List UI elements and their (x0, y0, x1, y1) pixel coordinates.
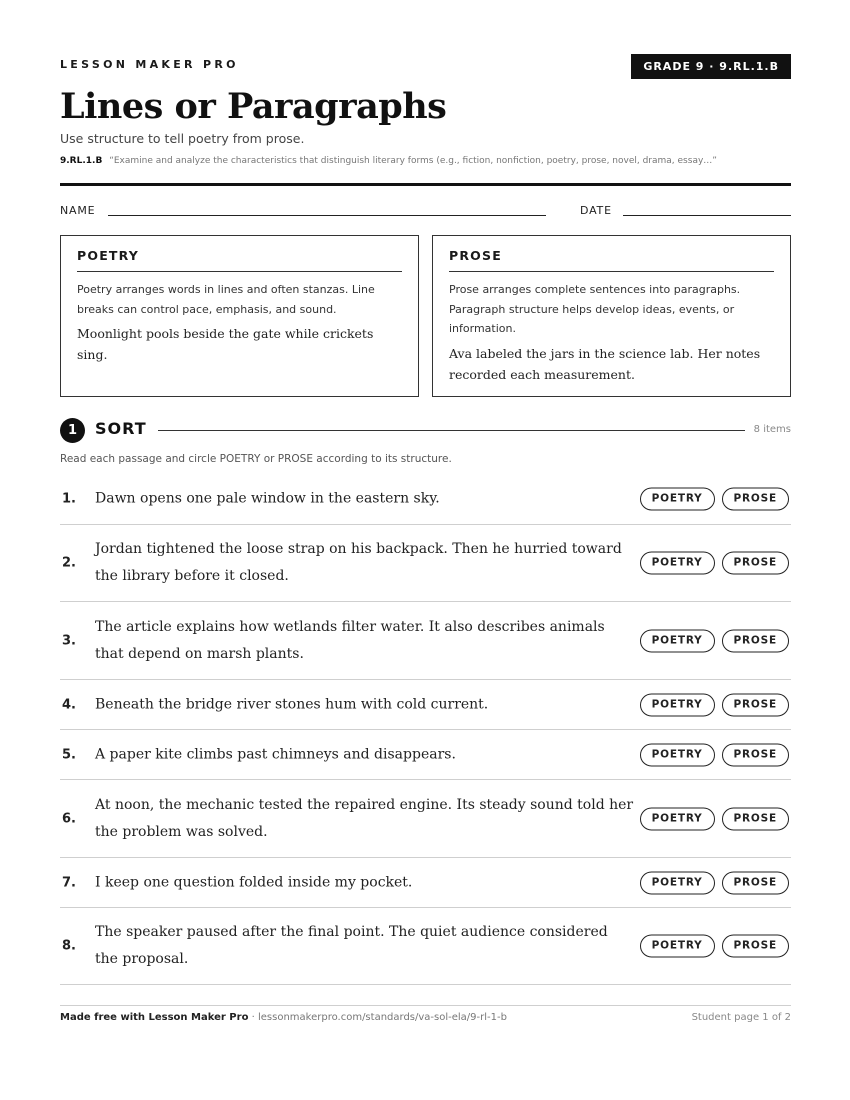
poetry-option[interactable]: POETRY (640, 693, 715, 716)
name-label: NAME (60, 204, 96, 217)
section-divider (158, 430, 745, 431)
answer-options (640, 487, 789, 510)
answer-options (640, 552, 789, 575)
item-passage: Beneath the bridge river stones hum with cold current. (95, 696, 489, 712)
item-number: 6. (62, 811, 76, 826)
sort-item (60, 780, 791, 858)
date-label: DATE (580, 204, 612, 217)
item-number: 3. (62, 633, 76, 648)
standard-code: 9.RL.1.B (60, 156, 103, 166)
brand-name: LESSON MAKER PRO (60, 58, 239, 71)
poetry-example: Moonlight pools beside the gate while crickets sing. (77, 326, 374, 362)
poetry-option[interactable]: POETRY (640, 935, 715, 958)
sort-item-list (60, 473, 791, 985)
item-passage: I keep one question folded inside my pocket. (95, 874, 413, 890)
prose-option[interactable]: PROSE (722, 807, 789, 830)
prose-heading: PROSE (449, 248, 774, 272)
prose-option[interactable]: PROSE (722, 871, 789, 894)
item-passage: Dawn opens one pale window in the eastern sky. (95, 490, 440, 506)
item-number: 8. (62, 938, 76, 954)
section-item-count: 8 items (753, 424, 791, 435)
prose-option[interactable]: PROSE (722, 487, 789, 510)
section-title: SORT (95, 419, 147, 438)
answer-options (640, 743, 789, 766)
page-subtitle: Use structure to tell poetry from prose. (60, 131, 305, 146)
item-number: 4. (62, 697, 76, 712)
answer-options (640, 871, 789, 894)
poetry-definition-box (60, 235, 419, 397)
item-number: 7. (62, 875, 76, 890)
poetry-option[interactable]: POETRY (640, 871, 715, 894)
standard-text: “Examine and analyze the characteristics that distinguish literary forms (e.g., fiction, nonfiction, poetry, prose, novel, drama, essay…” (109, 156, 717, 166)
prose-definition-text: Prose arranges complete sentences into paragraphs. Paragraph structure helps develop ideas, events, or information. (449, 283, 741, 335)
name-field[interactable] (108, 215, 546, 216)
poetry-option[interactable]: POETRY (640, 487, 715, 510)
poetry-heading: POETRY (77, 248, 402, 272)
item-passage: Jordan tightened the loose strap on his backpack. Then he hurried toward the library before it closed. (95, 541, 622, 584)
item-number: 1. (62, 491, 76, 506)
answer-options (640, 935, 789, 958)
sort-item (60, 473, 791, 525)
standard-reference (60, 156, 717, 166)
date-field[interactable] (623, 215, 791, 216)
item-passage: A paper kite climbs past chimneys and disappears. (95, 746, 456, 762)
section-instructions: Read each passage and circle POETRY or PROSE according to its structure. (60, 453, 452, 465)
prose-option[interactable]: PROSE (722, 935, 789, 958)
item-passage: The article explains how wetlands filter water. It also describes animals that depend on marsh plants. (95, 618, 605, 662)
item-passage: The speaker paused after the final point. The quiet audience considered the proposal. (95, 924, 608, 967)
item-number: 5. (62, 747, 76, 762)
poetry-definition-text: Poetry arranges words in lines and often stanzas. Line breaks can control pace, emphasis, and sound. (77, 283, 375, 316)
answer-options (640, 693, 789, 716)
worksheet-page (60, 0, 791, 1100)
prose-option[interactable]: PROSE (722, 552, 789, 575)
page-title: Lines or Paragraphs (60, 86, 447, 127)
item-number: 2. (62, 555, 76, 571)
sort-item (60, 730, 791, 780)
header-divider (60, 183, 791, 186)
poetry-option[interactable]: POETRY (640, 629, 715, 652)
sort-item (60, 908, 791, 985)
item-passage: At noon, the mechanic tested the repaired engine. Its steady sound told her the problem was solved. (95, 796, 634, 840)
prose-option[interactable]: PROSE (722, 693, 789, 716)
poetry-option[interactable]: POETRY (640, 807, 715, 830)
footer-page-number: Student page 1 of 2 (691, 1012, 791, 1023)
prose-definition-box (432, 235, 791, 397)
poetry-option[interactable]: POETRY (640, 552, 715, 575)
prose-option[interactable]: PROSE (722, 629, 789, 652)
poetry-option[interactable]: POETRY (640, 743, 715, 766)
sort-item (60, 602, 791, 680)
sort-item (60, 525, 791, 602)
sort-item (60, 680, 791, 730)
footer-divider (60, 1005, 791, 1006)
prose-example: Ava labeled the jars in the science lab. Her notes recorded each measurement. (449, 345, 761, 382)
prose-option[interactable]: PROSE (722, 743, 789, 766)
section-number-badge: 1 (60, 418, 85, 443)
grade-badge: GRADE 9 · 9.RL.1.B (631, 54, 791, 79)
sort-item (60, 858, 791, 908)
footer-made-with: Made free with Lesson Maker Pro (60, 1012, 249, 1023)
answer-options (640, 807, 789, 830)
footer-url[interactable]: · lessonmakerpro.com/standards/va-sol-ela/9-rl-1-b (248, 1012, 507, 1023)
answer-options (640, 629, 789, 652)
footer-credit (60, 1012, 507, 1023)
